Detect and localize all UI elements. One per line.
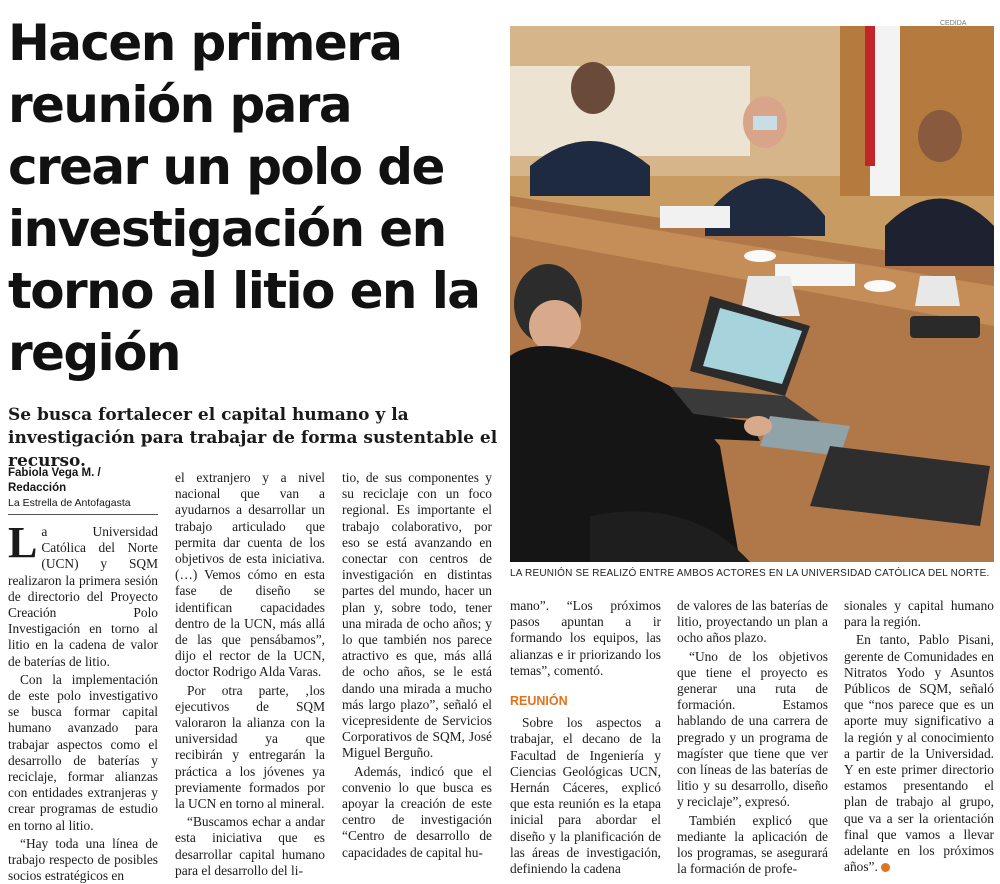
paragraph: “Uno de los objetivos que tiene el proyecto es generar una ruta de formación. Estamos hablando de una carrera de pregrado y un programa de magíster que tiene que ver con líneas de las baterías de litio y su desarrollo, diseño y reciclaje”, expresó.: [677, 648, 828, 810]
paragraph: Con la implementación de este polo investigativo se busca formar capital humano avanzado para trabajar aspectos como el desarrollo de baterías y reciclaje, formar alianzas con entidades extranjeras y crear programas de estudio en torno al litio.: [8, 671, 158, 833]
paragraph: “Hay toda una línea de trabajo respecto de posibles socios estratégicos en: [8, 835, 158, 884]
meeting-photo-illustration: [510, 26, 994, 562]
article-column-3: [342, 470, 492, 861]
photo-credit: CEDIDA: [940, 20, 967, 27]
paragraph: También explicó que mediante la aplicación de los programas, se asegurará la formación de profe-: [677, 812, 828, 877]
paragraph: de valores de las baterías de litio, proyectando un plan a ocho años plazo.: [677, 598, 828, 646]
end-of-article-icon: [881, 863, 890, 872]
photo-caption: LA REUNIÓN SE REALIZÓ ENTRE AMBOS ACTORES EN LA UNIVERSIDAD CATÓLICA DEL NORTE.: [510, 568, 990, 579]
newspaper-name: La Estrella de Antofagasta: [8, 497, 131, 509]
article-column-1: [8, 518, 158, 884]
article-column-4: [510, 598, 661, 877]
paragraph: Sobre los aspectos a trabajar, el decano de la Facultad de Ingeniería y Ciencias Geológicas UCN, Hernán Cáceres, explicó que esta reunión es la etapa inicial para abordar el diseño y la planificación de las áreas de investigación, definiendo la cadena: [510, 715, 661, 877]
subheadline: Se busca fortalecer el capital humano y la investigación para trabajar de forma sustentable el recurso.: [8, 405, 498, 471]
headline: Hacen primera reunión para crear un polo de investigación en torno al litio en la región: [8, 14, 480, 382]
paragraph: tio, de sus componentes y su reciclaje con un foco regional. Es importante el trabajo colaborativo, por eso se está avanzando en conectar con centros de investigación en distintas partes del mundo, hacer un plan y, sobre todo, tener una mirada de ocho años; y lo que también nos parece atractivo es que, más allá de ocho años, se le está dando una mirada a mucho más largo plazo”, señaló el vicepresidente de Servicios Corporativos de SQM, José Miguel Berguño.: [342, 470, 492, 761]
paragraph: En tanto, Pablo Pisani, gerente de Comunidades en Nitratos Yodo y Asuntos Públicos de SQM, señaló que “nos parece que es un aporte muy significativo a la región y al conocimiento a partir de la Universidad. Y en este primer directorio estamos presentando el plan de trabajo al grupo, que va a ser la orientación final que vamos a llevar adelante en los próximos años”.: [844, 632, 994, 875]
article-column-6: [844, 598, 994, 875]
paragraph: mano”. “Los próximos pasos apuntan a ir formando los equipos, las alianzas e ir priorizando los temas”, comentó.: [510, 598, 661, 678]
dropcap: L: [8, 518, 38, 567]
author-name: Fabiola Vega M. / Redacción: [8, 467, 101, 494]
paragraph: “Buscamos echar a andar esta iniciativa que es desarrollar capital humano para el desarrollo del li-: [175, 814, 325, 878]
meeting-photo: [510, 26, 994, 562]
paragraph: sionales y capital humano para la región.: [844, 598, 994, 630]
paragraph: Además, indicó que el convenio lo que busca es apoyar la creación de este centro de investigación “Centro de desarrollo de capacidades de capital hu-: [342, 763, 492, 860]
article-column-2: [175, 470, 325, 879]
section-heading: REUNIÓN: [510, 694, 568, 709]
paragraph: el extranjero y a nivel nacional que van a ayudarnos a desarrollar un trabajo articulado que permita dar cuenta de los objetivos de esta iniciativa. (…) Vemos cómo en esta fase de diseño se identifican capacidades dentro de la UCN, más allá de las que pensábamos”, dijo el rector de la UCN, doctor Rodrigo Alda Varas.: [175, 470, 325, 680]
paragraph: Por otra parte, ‚los ejecutivos de SQM valoraron la alianza con la universidad ya que recibirán y entregarán la práctica a los jóvenes ya previamente formados por la UCN en torno al mineral.: [175, 682, 325, 812]
byline: [8, 466, 158, 515]
paragraph: a Universidad Católica del Norte (UCN) y SQM realizaron la primera sesión de directorio del Proyecto Creación Polo Investigación en torno al litio en la cadena de valor de baterías de litio.: [8, 524, 158, 669]
article-column-5: [677, 598, 828, 877]
